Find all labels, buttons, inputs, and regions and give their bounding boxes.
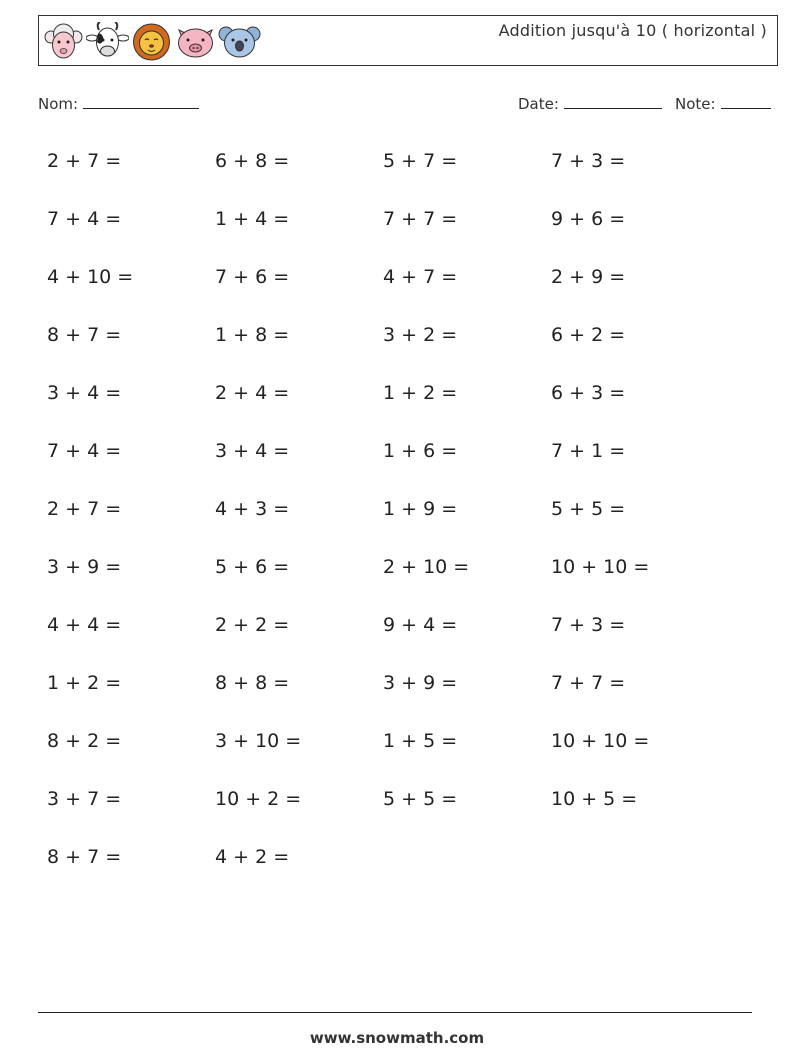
problem-item: 1 + 5 = xyxy=(383,730,458,752)
date-label: Date: xyxy=(518,95,559,113)
problem-item: 2 + 7 = xyxy=(47,150,122,172)
name-field xyxy=(38,94,199,113)
pig-icon xyxy=(174,22,217,62)
problem-item: 3 + 7 = xyxy=(47,788,122,810)
problem-item: 7 + 4 = xyxy=(47,208,122,230)
problem-item: 4 + 10 = xyxy=(47,266,134,288)
name-blank[interactable] xyxy=(83,94,199,109)
problem-item: 10 + 10 = xyxy=(551,730,650,752)
cow-icon xyxy=(86,22,129,62)
problem-item: 5 + 6 = xyxy=(215,556,290,578)
problem-item: 2 + 2 = xyxy=(215,614,290,636)
problem-item: 3 + 2 = xyxy=(383,324,458,346)
problem-item: 4 + 7 = xyxy=(383,266,458,288)
problem-item: 10 + 5 = xyxy=(551,788,638,810)
problem-item: 2 + 10 = xyxy=(383,556,470,578)
problem-item: 1 + 2 = xyxy=(383,382,458,404)
problem-item: 1 + 6 = xyxy=(383,440,458,462)
problem-item: 1 + 9 = xyxy=(383,498,458,520)
footer-divider xyxy=(38,1012,752,1013)
worksheet-title: Addition jusqu'à 10 ( horizontal ) xyxy=(498,21,767,40)
footer-website: www.snowmath.com xyxy=(309,1029,485,1047)
problem-item: 7 + 4 = xyxy=(47,440,122,462)
problem-item: 6 + 2 = xyxy=(551,324,626,346)
problem-item: 8 + 7 = xyxy=(47,846,122,868)
problem-item: 6 + 8 = xyxy=(215,150,290,172)
problem-item: 5 + 5 = xyxy=(551,498,626,520)
problem-item: 4 + 4 = xyxy=(47,614,122,636)
note-label: Note: xyxy=(675,95,716,113)
problem-item: 7 + 6 = xyxy=(215,266,290,288)
problem-item: 1 + 8 = xyxy=(215,324,290,346)
date-field xyxy=(518,94,662,113)
problem-item: 1 + 4 = xyxy=(215,208,290,230)
name-label: Nom: xyxy=(38,95,79,113)
problem-item: 4 + 2 = xyxy=(215,846,290,868)
lion-icon xyxy=(130,22,173,62)
problem-item: 2 + 7 = xyxy=(47,498,122,520)
problem-item: 3 + 9 = xyxy=(383,672,458,694)
problem-item: 10 + 10 = xyxy=(551,556,650,578)
problem-item: 7 + 3 = xyxy=(551,150,626,172)
problem-item: 8 + 8 = xyxy=(215,672,290,694)
problem-item: 3 + 10 = xyxy=(215,730,302,752)
problem-item: 6 + 3 = xyxy=(551,382,626,404)
problem-item: 4 + 3 = xyxy=(215,498,290,520)
problem-item: 8 + 7 = xyxy=(47,324,122,346)
problem-item: 3 + 4 = xyxy=(215,440,290,462)
note-field xyxy=(675,94,771,113)
animal-icons xyxy=(42,22,261,62)
problem-item: 2 + 9 = xyxy=(551,266,626,288)
note-blank[interactable] xyxy=(721,94,771,109)
problem-item: 3 + 4 = xyxy=(47,382,122,404)
problem-item: 8 + 2 = xyxy=(47,730,122,752)
problem-item: 2 + 4 = xyxy=(215,382,290,404)
date-blank[interactable] xyxy=(564,94,662,109)
problem-item: 7 + 7 = xyxy=(551,672,626,694)
problem-item: 1 + 2 = xyxy=(47,672,122,694)
sheep-icon xyxy=(42,22,85,62)
problem-item: 7 + 3 = xyxy=(551,614,626,636)
problem-item: 10 + 2 = xyxy=(215,788,302,810)
problem-item: 9 + 6 = xyxy=(551,208,626,230)
problem-item: 7 + 7 = xyxy=(383,208,458,230)
problem-item: 3 + 9 = xyxy=(47,556,122,578)
problem-item: 7 + 1 = xyxy=(551,440,626,462)
koala-icon xyxy=(218,22,261,62)
problem-item: 9 + 4 = xyxy=(383,614,458,636)
problem-item: 5 + 5 = xyxy=(383,788,458,810)
worksheet-header xyxy=(38,15,778,66)
problem-item: 5 + 7 = xyxy=(383,150,458,172)
